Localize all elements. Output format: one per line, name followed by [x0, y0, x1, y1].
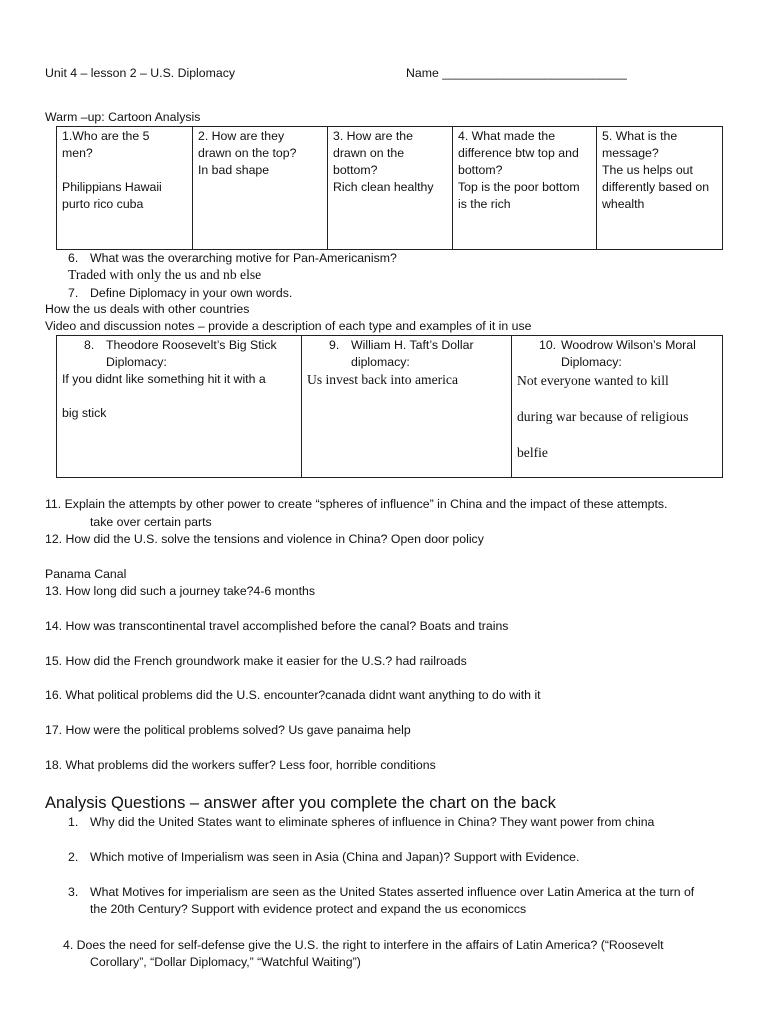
- item-number: 9.: [329, 338, 340, 352]
- cell-question-line: bottom?: [458, 163, 503, 177]
- cell-answer-line: purto rico cuba: [62, 197, 144, 211]
- question-18: 18. What problems did the workers suffer? Less foor, horrible conditions: [45, 758, 436, 772]
- cell-question-line: message?: [602, 146, 659, 160]
- question-16: 16. What political problems did the U.S. encounter?canada didnt want anything to do with it: [45, 688, 541, 702]
- question-text: Define Diplomacy in your own words.: [90, 286, 293, 300]
- cell-answer-line: differently based on: [602, 180, 710, 194]
- question-14: 14. How was transcontinental travel accomplished before the canal? Boats and trains: [45, 619, 509, 633]
- cell-title-line: Diplomacy:: [106, 355, 167, 369]
- cell-question-line: 1.Who are the 5: [62, 129, 150, 143]
- question-13: 13. How long did such a journey take?4-6 months: [45, 584, 316, 598]
- analysis-question-4-cont: Corollary”, “Dollar Diplomacy,” “Watchful Waiting”): [90, 955, 361, 969]
- cartoon-cell-4: [453, 127, 597, 250]
- cell-answer-line: Us invest back into america: [307, 372, 458, 387]
- cartoon-cell-1: [57, 127, 193, 250]
- cartoon-cell-3: [328, 127, 453, 250]
- cell-answer-line: Not everyone wanted to kill: [517, 373, 669, 388]
- item-number: 10.: [539, 338, 557, 352]
- cell-title-line: Woodrow Wilson’s Moral: [561, 338, 696, 352]
- analysis-question-4: 4. Does the need for self-defense give the U.S. the right to interfere in the affairs of Latin America? (“Roosevelt: [63, 938, 664, 952]
- cell-question-line: drawn on the top?: [198, 146, 297, 160]
- cell-question-line: drawn on the: [333, 146, 405, 160]
- question-6: [68, 250, 397, 267]
- cell-title: [62, 337, 296, 354]
- cell-title-line: diplomacy:: [351, 355, 410, 369]
- question-number: 1.: [68, 815, 79, 829]
- cell-answer-line: belfie: [517, 445, 548, 460]
- question-number: 6.: [68, 251, 79, 265]
- worksheet-title: Unit 4 – lesson 2 – U.S. Diplomacy: [45, 66, 236, 80]
- cell-answer-line: The us helps out: [602, 163, 693, 177]
- question-17: 17. How were the political problems solved? Us gave panaima help: [45, 723, 411, 737]
- cell-question-line: 5. What is the: [602, 129, 678, 143]
- cell-answer-line: Rich clean healthy: [333, 180, 434, 194]
- cell-answer-line: is the rich: [458, 197, 511, 211]
- cell-question-line: difference btw top and: [458, 146, 579, 160]
- analysis-heading: Analysis Questions – answer after you complete the chart on the back: [45, 794, 556, 812]
- cell-title: [307, 337, 506, 354]
- cell-title: [517, 337, 717, 354]
- question-7: [68, 285, 292, 302]
- question-15: 15. How did the French groundwork make it easier for the U.S.? had railroads: [45, 654, 467, 668]
- question-text: What Motives for imperialism are seen as the United States asserted influence over Latin America at the turn of: [90, 885, 695, 899]
- cell-answer-line: during war because of religious: [517, 409, 689, 424]
- question-text: Why did the United States want to eliminate spheres of influence in China? They want power from china: [90, 815, 655, 829]
- cartoon-cell-5: [597, 127, 723, 250]
- cell-question-line: 4. What made the: [458, 129, 556, 143]
- analysis-question-1: [68, 814, 654, 831]
- diplomacy-table: [56, 335, 723, 478]
- analysis-question-3-cont: the 20th Century? Support with evidence protect and expand the us economiccs: [90, 902, 527, 916]
- cartoon-cell-2: [193, 127, 328, 250]
- item-number: 8.: [84, 338, 95, 352]
- analysis-question-3: [68, 884, 694, 901]
- cell-answer-line: If you didnt like something hit it with a: [62, 372, 266, 386]
- panama-canal-heading: Panama Canal: [45, 567, 127, 581]
- cell-answer-line: Top is the poor bottom: [458, 180, 580, 194]
- cell-answer-line: whealth: [602, 197, 645, 211]
- cell-answer-line: big stick: [62, 406, 107, 420]
- cell-title-line: Theodore Roosevelt’s Big Stick: [106, 338, 277, 352]
- cell-title-line: William H. Taft’s Dollar: [351, 338, 474, 352]
- big-stick-cell: [57, 336, 302, 478]
- question-number: 7.: [68, 286, 79, 300]
- question-text: Which motive of Imperialism was seen in Asia (China and Japan)? Support with Evidence.: [90, 850, 580, 864]
- answer-6: Traded with only the us and nb else: [68, 267, 262, 282]
- name-field-label: Name ___________________________: [406, 66, 627, 80]
- cell-question-line: 2. How are they: [198, 129, 285, 143]
- question-number: 2.: [68, 850, 79, 864]
- question-11: 11. Explain the attempts by other power to create “spheres of influence” in China and the impact of these attempts.: [45, 497, 668, 511]
- question-text: What was the overarching motive for Pan-Americanism?: [90, 251, 397, 265]
- cartoon-analysis-table: [56, 126, 723, 250]
- video-notes-instruction: Video and discussion notes – provide a description of each type and examples of it in use: [45, 319, 532, 333]
- analysis-question-2: [68, 849, 579, 866]
- question-12: 12. How did the U.S. solve the tensions and violence in China? Open door policy: [45, 532, 484, 546]
- cell-question-line: bottom?: [333, 163, 378, 177]
- moral-diplomacy-cell: [512, 336, 723, 478]
- cell-answer-line: Philippians Hawaii: [62, 180, 162, 194]
- cell-title-line: Diplomacy:: [561, 355, 622, 369]
- cell-question-line: men?: [62, 146, 93, 160]
- question-number: 3.: [68, 885, 79, 899]
- answer-11: take over certain parts: [90, 515, 212, 529]
- cell-question-line: 3. How are the: [333, 129, 413, 143]
- answer-7: How the us deals with other countries: [45, 302, 250, 316]
- warmup-title: Warm –up: Cartoon Analysis: [45, 110, 201, 124]
- dollar-diplomacy-cell: [302, 336, 512, 478]
- cell-answer-line: In bad shape: [198, 163, 270, 177]
